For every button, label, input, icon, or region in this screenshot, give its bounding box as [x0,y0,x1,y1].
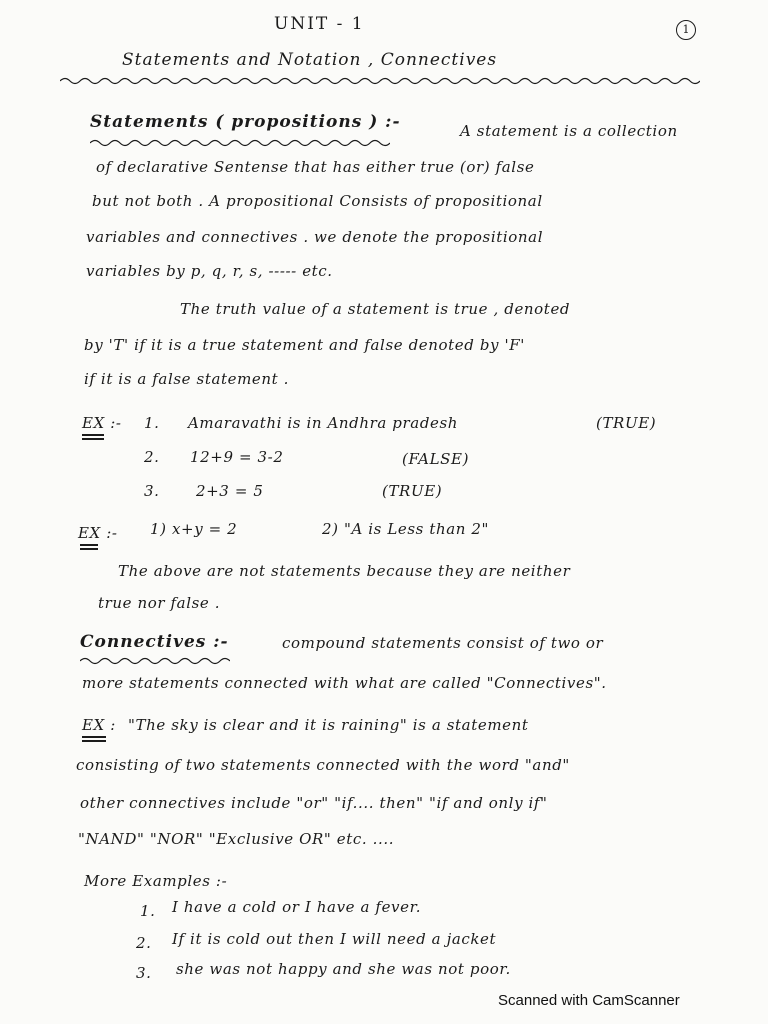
more-example-text-2: If it is cold out then I will need a jacket [172,930,497,948]
example2-item-1: 1) x+y = 2 [150,520,238,538]
example1-text-2: 12+9 = 3-2 [190,448,284,466]
connectives-line-1: compound statements consist of two or [282,634,604,652]
example1-value-1: (TRUE) [596,414,657,432]
page-number: 1 [676,20,696,40]
example1-label-underline [82,434,104,440]
statements-line-3: but not both . A propositional Consists of propositional [92,192,543,210]
example2-line-2: true nor false . [98,594,221,612]
example2-item-2: 2) "A is Less than 2" [322,520,490,538]
example1-num-3: 3. [144,482,160,500]
statements-line-5: variables by p, q, r, s, ----- etc. [86,262,333,280]
connectives-ex-line-1: "The sky is clear and it is raining" is a statement [128,716,529,734]
unit-title: UNIT - 1 [274,14,365,34]
connectives-ex-label: EX : [82,716,116,734]
example2-line-1: The above are not statements because they are neither [118,562,571,580]
connectives-heading: Connectives :- [80,632,229,652]
more-example-text-1: I have a cold or I have a fever. [172,898,422,916]
statements-line-6: The truth value of a statement is true , denoted [180,300,571,318]
connectives-ex-line-4: "NAND" "NOR" "Exclusive OR" etc. .... [78,830,395,848]
connectives-ex-line-2: consisting of two statements connected with the word "and" [76,756,570,774]
more-example-num-2: 2. [136,934,152,952]
connectives-line-2: more statements connected with what are called "Connectives". [82,674,607,692]
title-wavy-underline [60,76,700,86]
example2-label: EX :- [78,524,118,542]
more-examples-heading: More Examples :- [84,872,228,890]
statements-line-4: variables and connectives . we denote the propositional [86,228,544,246]
statements-line-7: by 'T' if it is a true statement and false denoted by 'F' [84,336,525,354]
example1-label: EX :- [82,414,122,432]
example1-num-1: 1. [144,414,160,432]
example1-value-3: (TRUE) [382,482,443,500]
example1-text-1: Amaravathi is in Andhra pradesh [188,414,459,432]
statements-line-1: A statement is a collection [460,122,678,140]
connectives-wavy-underline [80,656,230,666]
statements-heading: Statements ( propositions ) :- [90,112,401,132]
more-example-num-3: 3. [136,964,152,982]
more-example-text-3: she was not happy and she was not poor. [176,960,511,978]
statements-line-2: of declarative Sentense that has either true (or) false [96,158,535,176]
more-example-num-1: 1. [140,902,156,920]
connectives-ex-line-3: other connectives include "or" "if.... then" "if and only if" [80,794,548,812]
page-title: Statements and Notation , Connectives [122,50,498,70]
example1-value-2: (FALSE) [402,450,470,468]
example2-label-underline [80,544,98,550]
statements-line-8: if it is a false statement . [84,370,290,388]
connectives-ex-label-underline [82,736,106,742]
example1-text-3: 2+3 = 5 [196,482,264,500]
camscanner-watermark: Scanned with CamScanner [498,992,680,1009]
example1-num-2: 2. [144,448,160,466]
statements-wavy-underline [90,138,390,148]
